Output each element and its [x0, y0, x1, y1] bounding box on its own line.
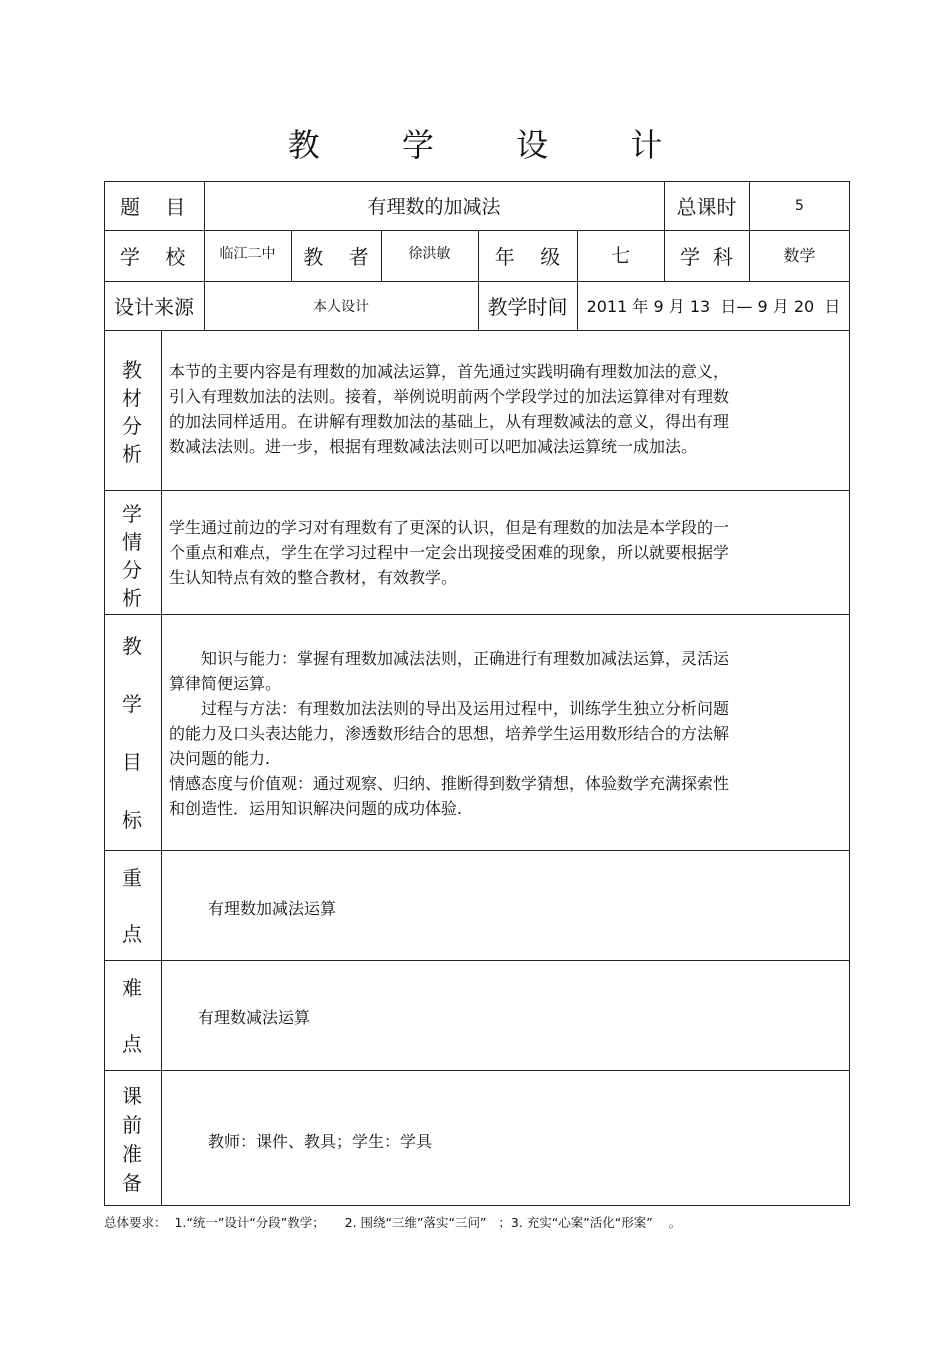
school-label: 学 校	[120, 245, 186, 269]
total-hours-value: 5	[795, 197, 804, 214]
text-line: 过程与方法：有理数加法法则的导出及运用过程中，训练学生独立分析问题	[169, 699, 730, 718]
student-analysis-label: 学 情 分 析	[122, 502, 142, 610]
total-hours-label: 总课时	[676, 195, 737, 219]
text-line: 学生通过前边的学习对有理数有了更深的认识，但是有理数的加法是本学段的一	[169, 518, 730, 537]
teacher-label: 教 者	[303, 245, 369, 269]
text-line: 的加法同样适用。在讲解有理数加法的基础上，从有理数减法的意义，得出有理	[169, 412, 730, 431]
text-line: 引入有理数加法的法则。接着，举例说明前两个学段学过的加法运算律对有理数	[169, 387, 730, 406]
teacher-value: 徐洪敏	[408, 246, 451, 262]
text-line: 个重点和难点，学生在学习过程中一定会出现接受困难的现象，所以就要根据学	[169, 543, 730, 562]
row-divider	[104, 614, 850, 615]
text-line: 生认知特点有效的整合教材，有效教学。	[169, 568, 458, 587]
text-line: 的能力及口头表达能力，渗透数形结合的思想，培养学生运用数形结合的方法解	[169, 724, 730, 743]
text-line: 算律简便运算。	[169, 674, 282, 693]
text-line: 决问题的能力.	[169, 749, 271, 768]
design-source-label: 设计来源	[114, 295, 194, 319]
row-divider	[104, 490, 850, 491]
topic-label: 题 目	[120, 195, 186, 219]
text-line: 数减法法则。进一步，根据有理数减法法则可以吧加减法运算统一成加法。	[169, 437, 698, 456]
material-analysis-text	[169, 359, 849, 459]
material-analysis-label: 教 材 分 析	[122, 358, 142, 466]
preparation-text: 教师：课件、教具；学生：学具	[208, 1132, 433, 1151]
row-divider	[104, 330, 850, 331]
text-line: 和创造性．运用知识解决问题的成功体验.	[169, 799, 463, 818]
teaching-goals-text	[169, 646, 849, 821]
text-line: 情感态度与价值观：通过观察、归纳、推断得到数学猜想，体验数学充满探索性	[169, 774, 730, 793]
grade-value: 七	[610, 244, 630, 267]
topic-value: 有理数的加减法	[367, 196, 501, 218]
school-value: 临江二中	[219, 246, 276, 262]
col-divider	[161, 330, 162, 1206]
text-line: 知识与能力：掌握有理数加减法法则，正确进行有理数加减法运算，灵活运	[169, 649, 730, 668]
row-divider	[104, 850, 850, 851]
key-point-text: 有理数加减法运算	[208, 899, 337, 918]
text-line: 本节的主要内容是有理数的加减法运算，首先通过实践明确有理数加法的意义，	[169, 362, 730, 381]
design-source-value: 本人设计	[313, 298, 369, 315]
preparation-label: 课 前 准 备	[122, 1084, 142, 1195]
page-title: 教 学 设 计	[287, 126, 699, 164]
difficulty-text: 有理数减法运算	[198, 1008, 311, 1027]
teaching-time-label: 教学时间	[487, 295, 568, 319]
subject-value: 数学	[783, 245, 816, 265]
general-requirements: 总体要求： 1.“统一”设计“分段”教学； 2. 围绕“三维”落实“三问” ；3. 充实“心案”活化“形案” 。	[104, 1215, 682, 1230]
difficulty-label: 难 点	[122, 976, 142, 1056]
key-point-label: 重 点	[122, 866, 142, 946]
subject-label: 学 科	[680, 245, 733, 269]
student-analysis-text	[169, 515, 849, 590]
grade-label: 年 级	[494, 245, 561, 269]
row-divider	[104, 960, 850, 961]
teaching-goals-label: 教 学 目 标	[122, 634, 142, 832]
teaching-time-value: 2011 年 9 月 13 日— 9 月 20 日	[586, 297, 841, 316]
row-divider	[104, 1070, 850, 1071]
